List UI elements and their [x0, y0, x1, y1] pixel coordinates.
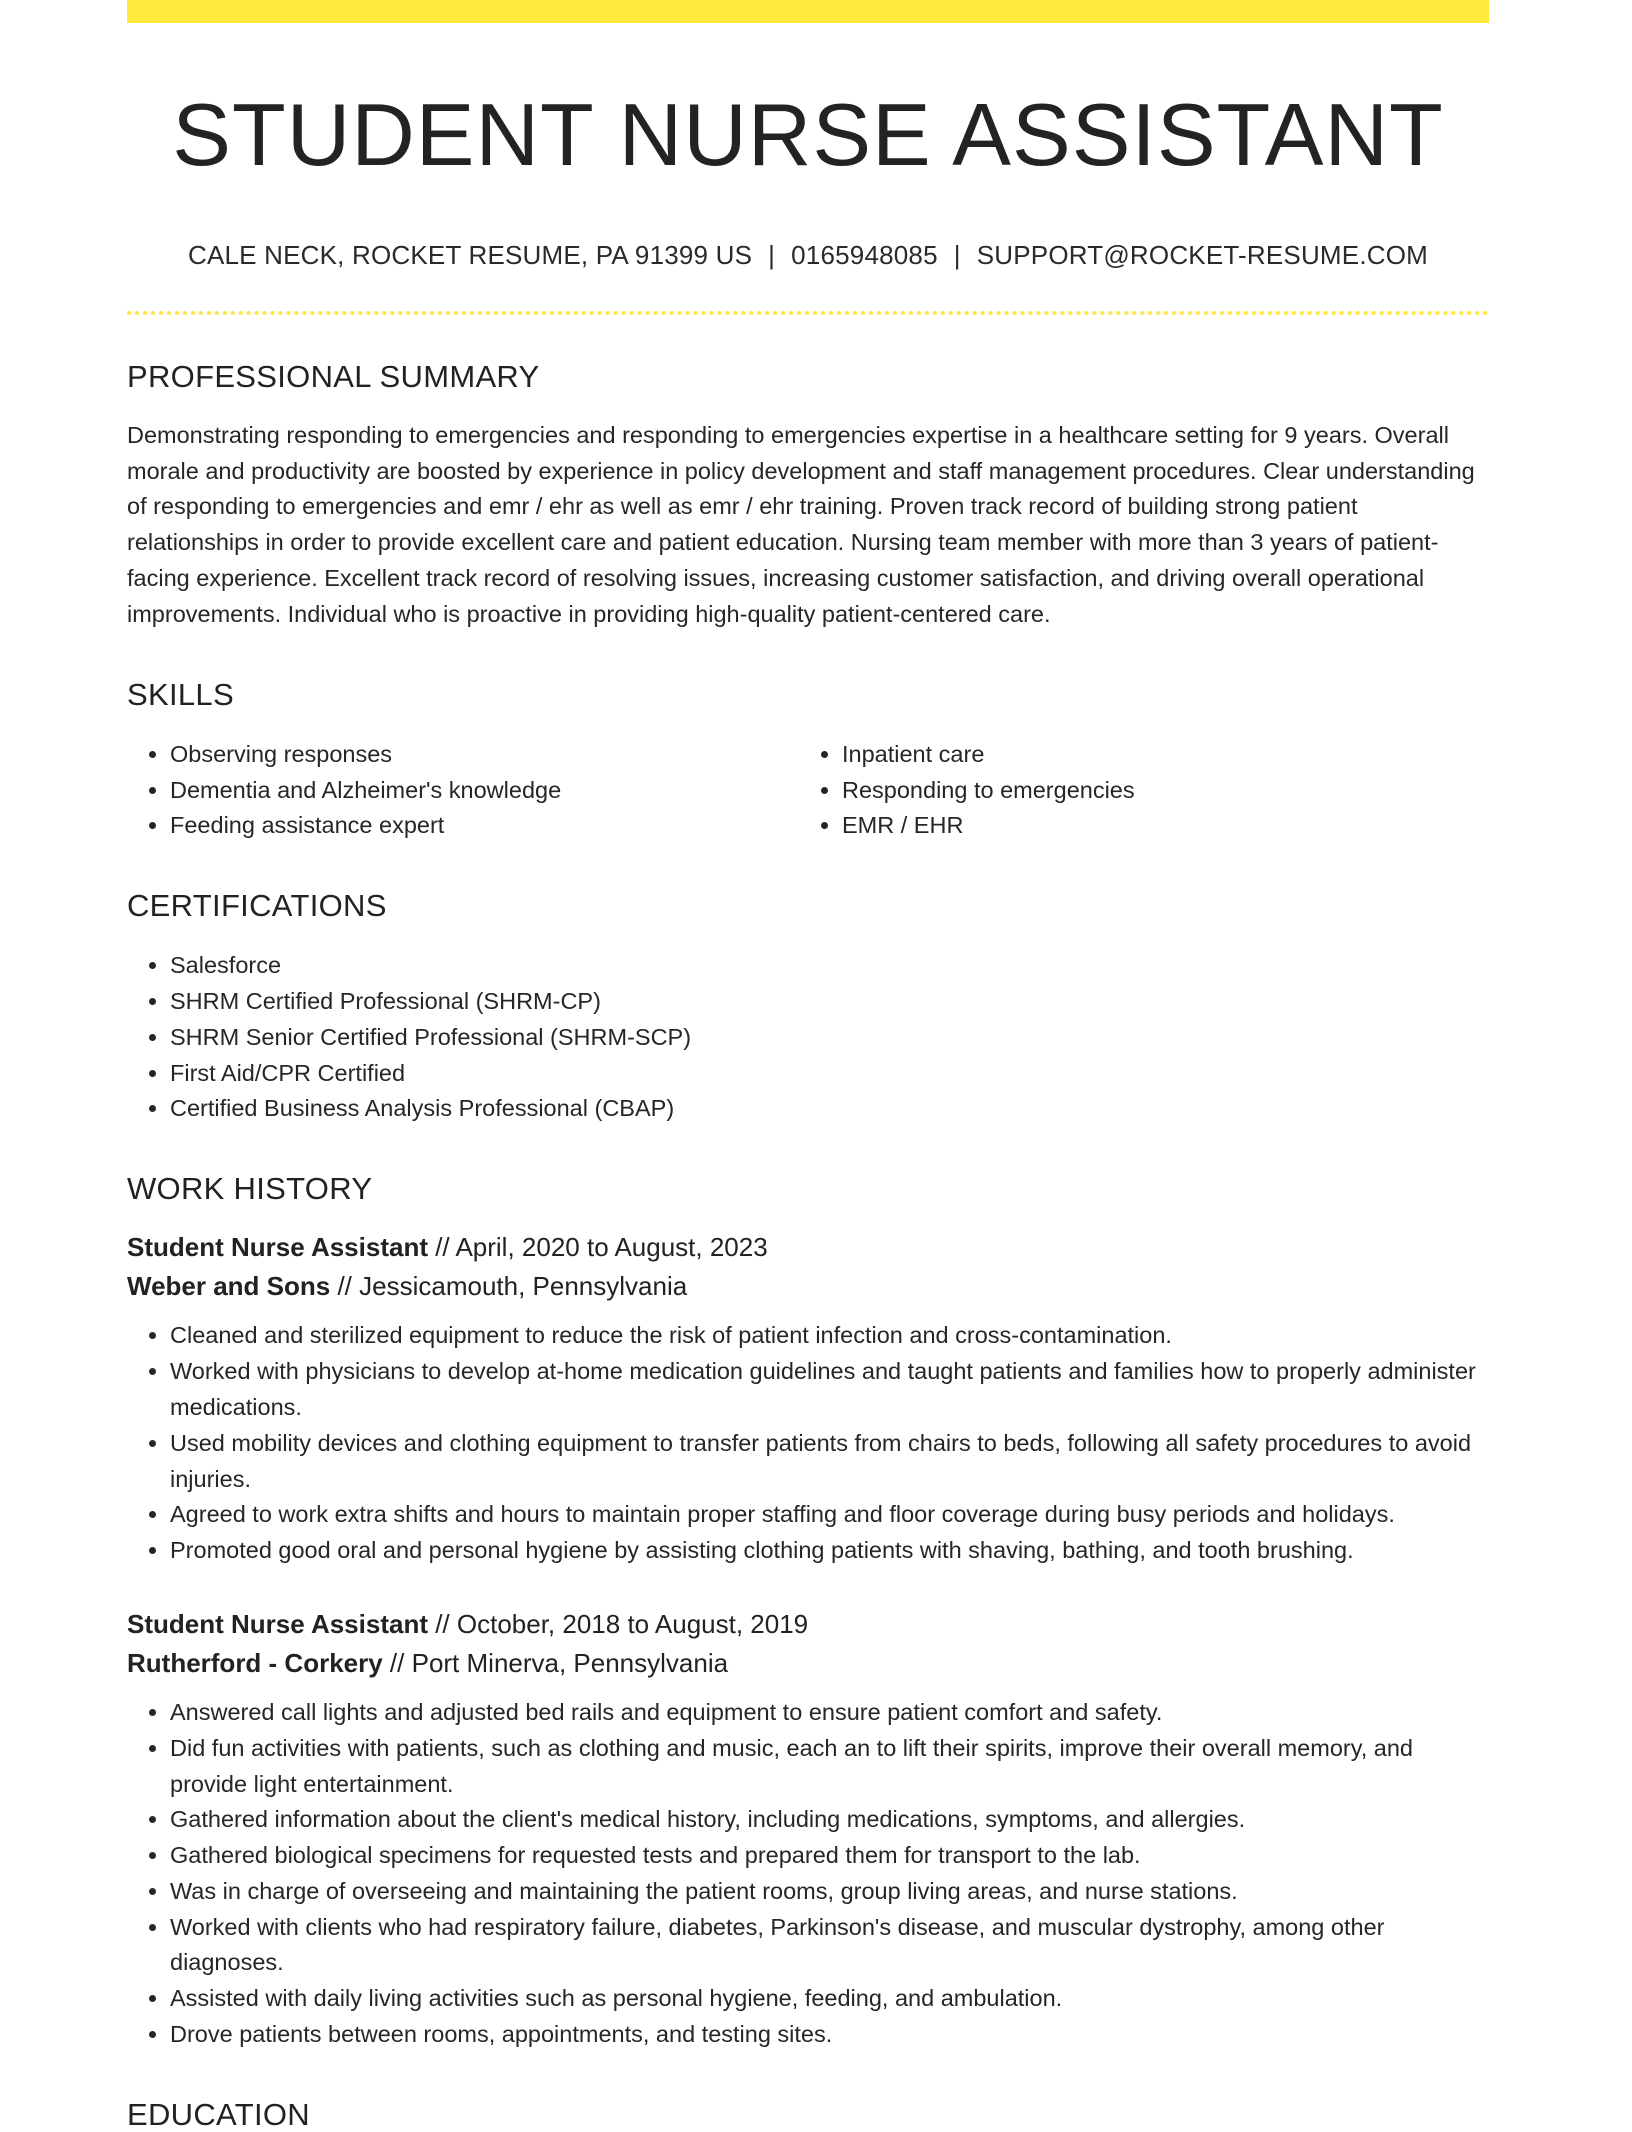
skill-item: • EMR / EHR	[842, 808, 1471, 844]
certification-item: • Certified Business Analysis Professional (CBAP)	[170, 1091, 1489, 1127]
certification-item: • SHRM Certified Professional (SHRM-CP)	[170, 984, 1489, 1020]
job-bullet: • Agreed to work extra shifts and hours to maintain proper staffing and floor coverage during busy periods and holidays.	[170, 1497, 1489, 1533]
job-title-line	[127, 1228, 1489, 1267]
accent-bar	[127, 0, 1489, 23]
skill-item: • Observing responses	[170, 737, 799, 773]
job-bullet: • Did fun activities with patients, such as clothing and music, each an to lift their spirits, improve their overall memory, and provide light entertainment.	[170, 1731, 1489, 1803]
education-heading: EDUCATION	[127, 2096, 310, 2132]
contact-separator: |	[953, 239, 961, 270]
contact-phone: 0165948085	[791, 239, 938, 270]
contact-email: SUPPORT@ROCKET-RESUME.COM	[976, 239, 1429, 270]
work-history-heading: WORK HISTORY	[127, 1171, 373, 1207]
skills-left-column	[127, 737, 799, 844]
job-title: Student Nurse Assistant	[127, 1608, 428, 1639]
certifications-heading: CERTIFICATIONS	[127, 888, 387, 924]
certification-item: • First Aid/CPR Certified	[170, 1056, 1489, 1092]
job-bullet: • Drove patients between rooms, appointments, and testing sites.	[170, 2017, 1489, 2053]
contact-address: CALE NECK, ROCKET RESUME, PA 91399 US	[187, 239, 753, 270]
skill-item: • Responding to emergencies	[842, 773, 1471, 809]
job-bullet: • Cleaned and sterilized equipment to reduce the risk of patient infection and cross-contamination.	[170, 1318, 1489, 1354]
job-bullet: • Promoted good oral and personal hygiene by assisting clothing patients with shaving, bathing, and tooth brushing.	[170, 1533, 1489, 1569]
skill-item: • Inpatient care	[842, 737, 1471, 773]
job-bullets	[127, 1318, 1489, 1569]
job-bullet: • Worked with physicians to develop at-home medication guidelines and taught patients and families how to properly administer medications.	[170, 1354, 1489, 1426]
summary-section	[127, 360, 1489, 633]
job-title-line	[127, 1605, 1489, 1644]
job-bullet: • Gathered biological specimens for requested tests and prepared them for transport to the lab.	[170, 1838, 1489, 1874]
job-bullet: • Used mobility devices and clothing equipment to transfer patients from chairs to beds, following all safety procedures to avoid injuries.	[170, 1426, 1489, 1498]
job-company: Weber and Sons	[127, 1271, 331, 1302]
skills-columns	[127, 737, 1489, 844]
job-location: // Port Minerva, Pennsylvania	[382, 1647, 729, 1678]
contact-separator: |	[768, 239, 776, 270]
job-dates: // April, 2020 to August, 2023	[427, 1232, 768, 1263]
skill-item: • Dementia and Alzheimer's knowledge	[170, 773, 799, 809]
skills-right-column	[799, 737, 1471, 844]
job-bullet: • Assisted with daily living activities such as personal hygiene, feeding, and ambulation.	[170, 1981, 1489, 2017]
job-dates: // October, 2018 to August, 2019	[427, 1608, 809, 1639]
job-company: Rutherford - Corkery	[127, 1647, 383, 1678]
job-entry	[127, 1605, 1489, 2053]
resume-page	[127, 0, 1489, 2132]
certification-item: • SHRM Senior Certified Professional (SHRM-SCP)	[170, 1020, 1489, 1056]
job-bullet: • Worked with clients who had respiratory failure, diabetes, Parkinson's disease, and muscular dystrophy, among other diagnoses.	[170, 1910, 1489, 1982]
skills-heading: SKILLS	[127, 676, 234, 712]
dotted-divider	[127, 311, 1489, 315]
skill-item: • Feeding assistance expert	[170, 808, 799, 844]
job-bullet: • Answered call lights and adjusted bed rails and equipment to ensure patient comfort and safety.	[170, 1695, 1489, 1731]
contact-line	[127, 240, 1489, 271]
summary-heading: PROFESSIONAL SUMMARY	[127, 358, 540, 394]
certifications-section	[127, 889, 1489, 1127]
summary-text: Demonstrating responding to emergencies and responding to emergencies expertise in a healthcare setting for 9 years. Overall morale and productivity are boosted by experience in policy development and staff management procedures. Clear understanding of responding to emergencies and emr / ehr as well as emr / ehr training. Proven track record of building strong patient relationships in order to provide excellent care and patient education. Nursing team member with more than 3 years of patient-facing experience. Excellent track record of resolving issues, increasing customer satisfaction, and driving overall operational improvements. Individual who is proactive in providing high-quality patient-centered care.	[127, 421, 1475, 627]
job-title: Student Nurse Assistant	[127, 1232, 428, 1263]
page-title: STUDENT NURSE ASSISTANT	[172, 85, 1444, 184]
job-company-line	[127, 1644, 1489, 1683]
job-bullet: • Gathered information about the client's medical history, including medications, symptoms, and allergies.	[170, 1802, 1489, 1838]
certifications-list	[127, 948, 1489, 1127]
work-history-section	[127, 1172, 1489, 2053]
job-company-line	[127, 1267, 1489, 1306]
job-bullets	[127, 1695, 1489, 2053]
job-entry	[127, 1228, 1489, 1569]
education-section	[127, 2098, 1489, 2132]
job-location: // Jessicamouth, Pennsylvania	[330, 1271, 688, 1302]
job-bullet: • Was in charge of overseeing and maintaining the patient rooms, group living areas, and nurse stations.	[170, 1874, 1489, 1910]
certification-item: • Salesforce	[170, 948, 1489, 984]
skills-section	[127, 678, 1489, 844]
